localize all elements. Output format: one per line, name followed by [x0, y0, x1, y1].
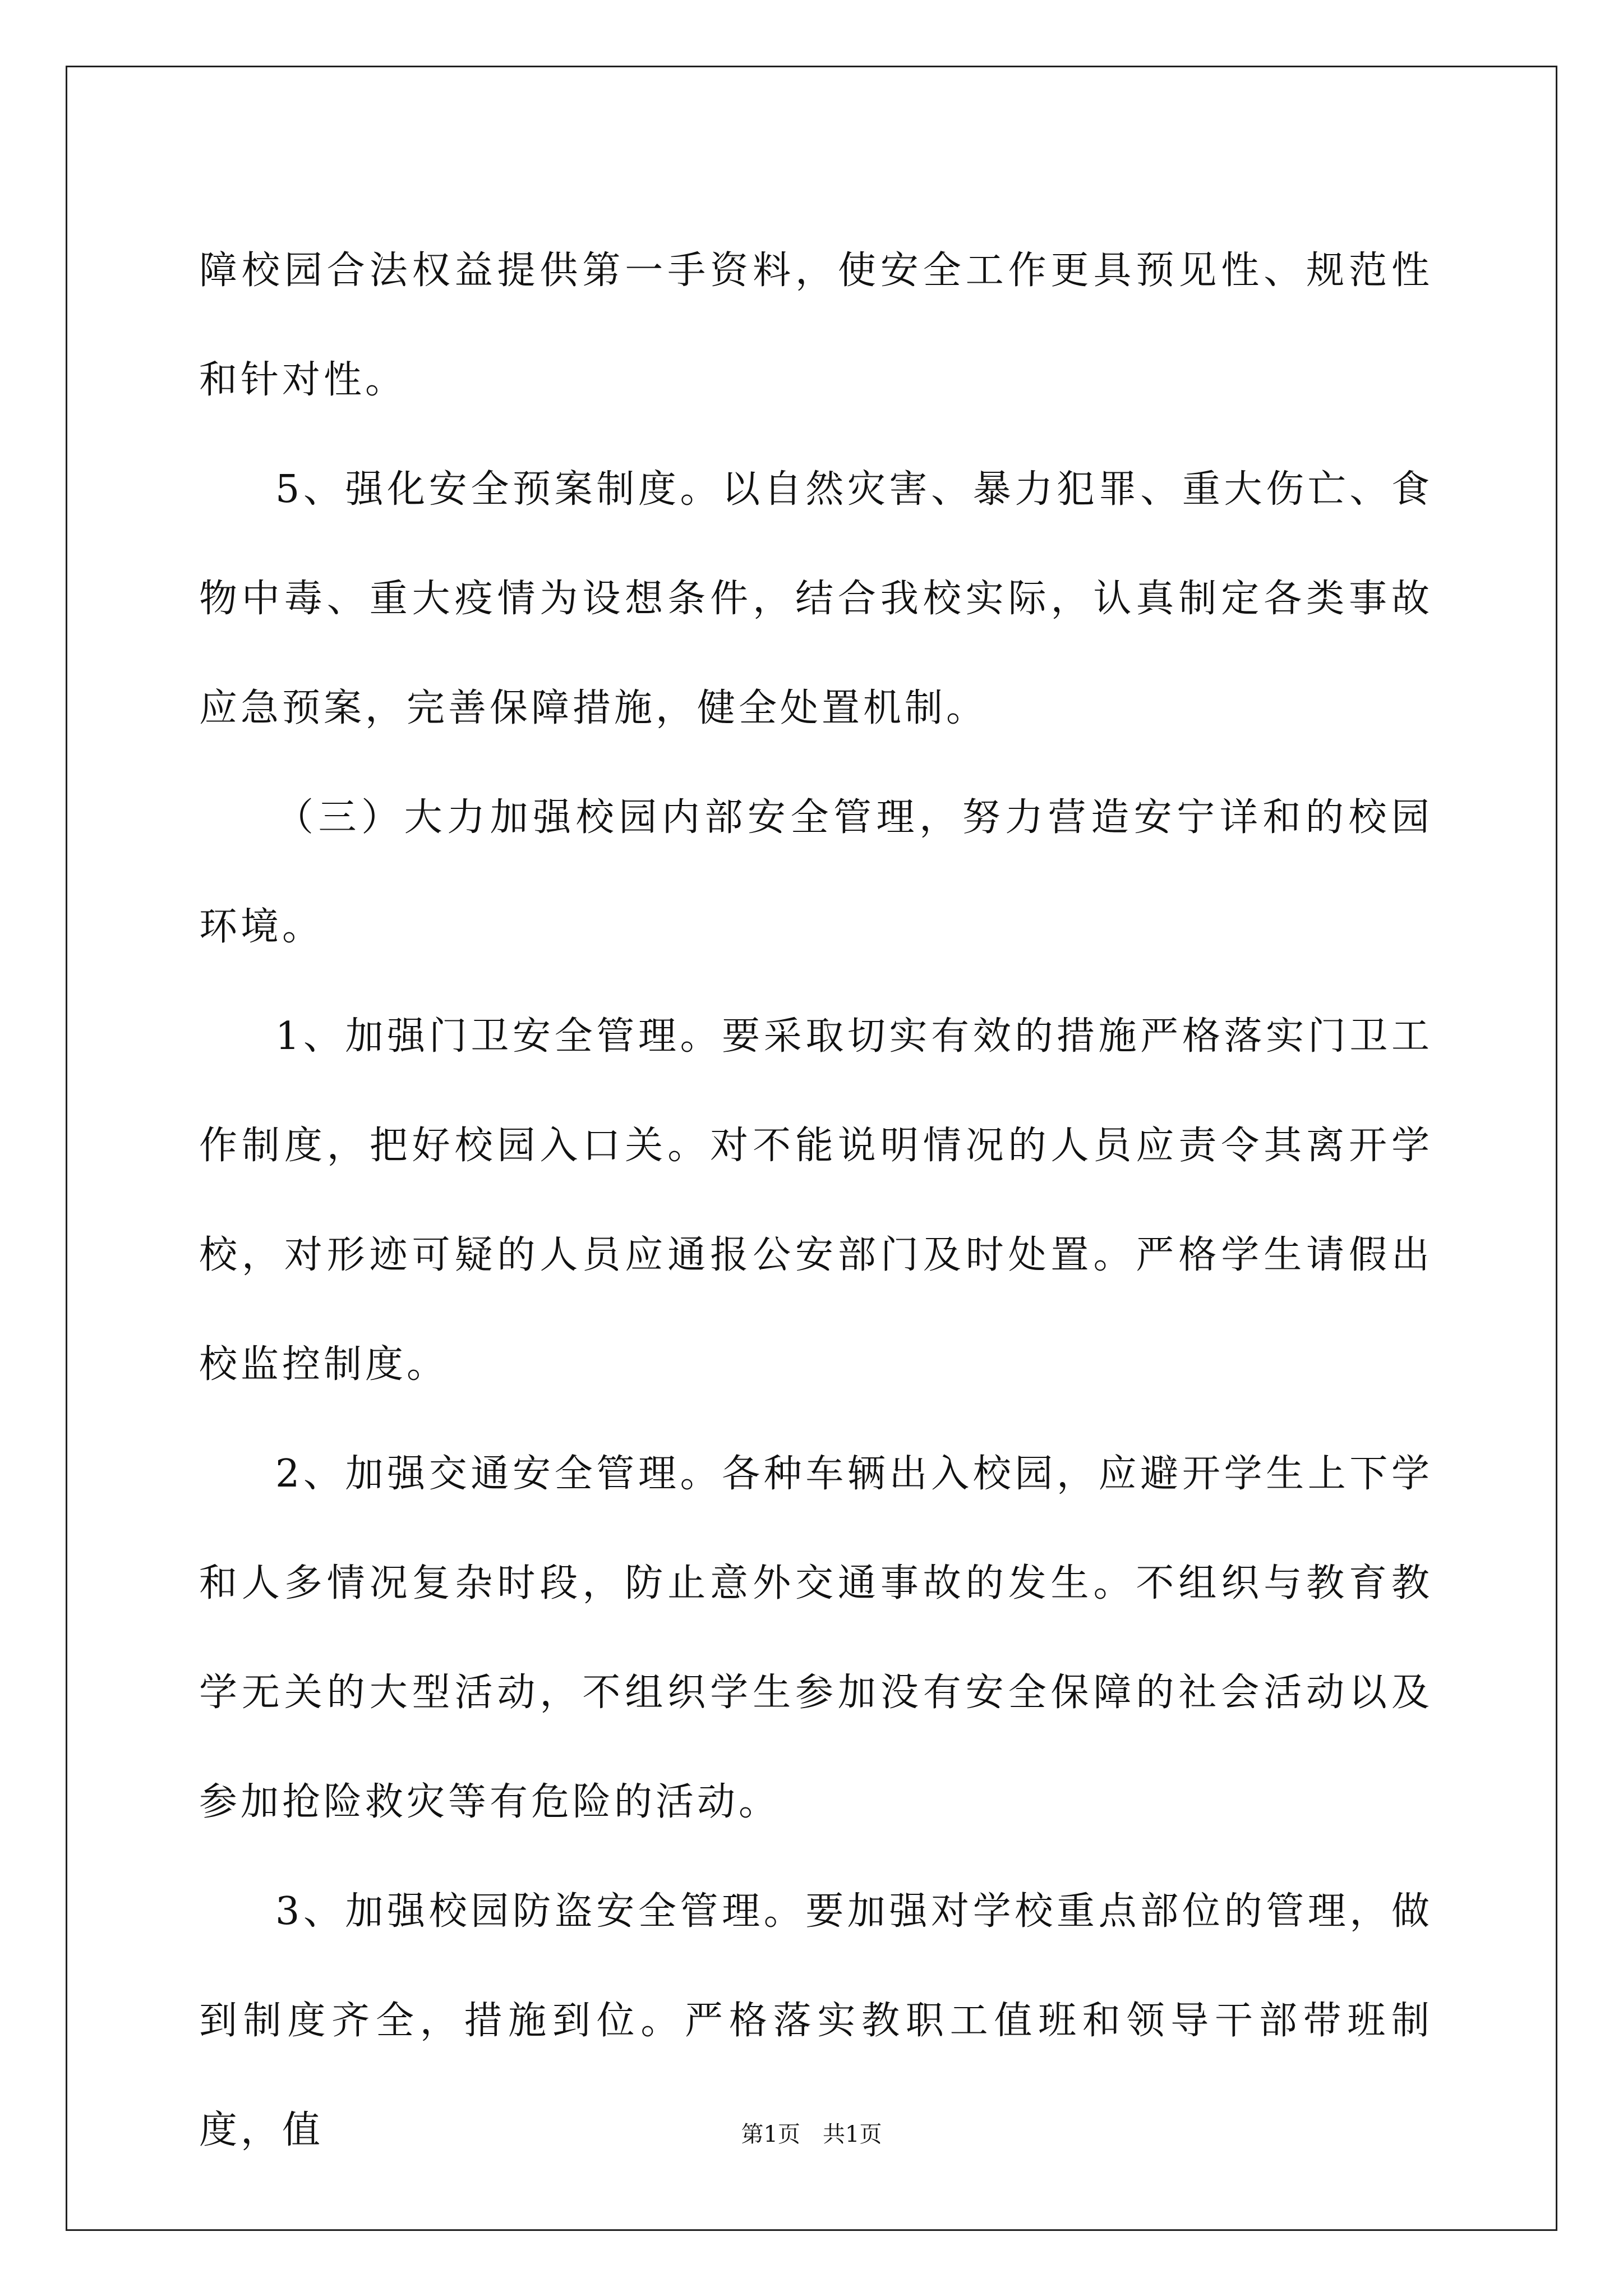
paragraph-1: 障校园合法权益提供第一手资料，使安全工作更具预见性、规范性和针对性。 [199, 249, 1433, 402]
paragraph-5: 2、加强交通安全管理。各种车辆出入校园，应避开学生上下学和人多情况复杂时段，防止意外交通事故的发生。不组织与教育教学无关的大型活动，不组织学生参加没有安全保障的社会活动以及参加抢险救灾等有危险的活动。 [199, 1452, 1433, 1824]
paragraph-6: 3、加强校园防盗安全管理。要加强对学校重点部位的管理，做到制度齐全，措施到位。严格落实教职工值班和领导干部带班制度，值 [199, 1889, 1433, 2152]
paragraph-3: （三）大力加强校园内部安全管理，努力营造安宁详和的校园环境。 [199, 795, 1433, 949]
paragraph-2: 5、强化安全预案制度。以自然灾害、暴力犯罪、重大伤亡、食物中毒、重大疫情为设想条件，结合我校实际，认真制定各类事故应急预案，完善保障措施，健全处置机制。 [199, 467, 1433, 730]
page-footer: 第1页 共1页 [741, 2122, 882, 2147]
paragraph-4: 1、加强门卫安全管理。要采取切实有效的措施严格落实门卫工作制度，把好校园入口关。对不能说明情况的人员应责令其离开学校，对形迹可疑的人员应通报公安部门及时处置。严格学生请假出校监控制度。 [199, 1014, 1433, 1387]
document-body [199, 216, 1433, 2185]
